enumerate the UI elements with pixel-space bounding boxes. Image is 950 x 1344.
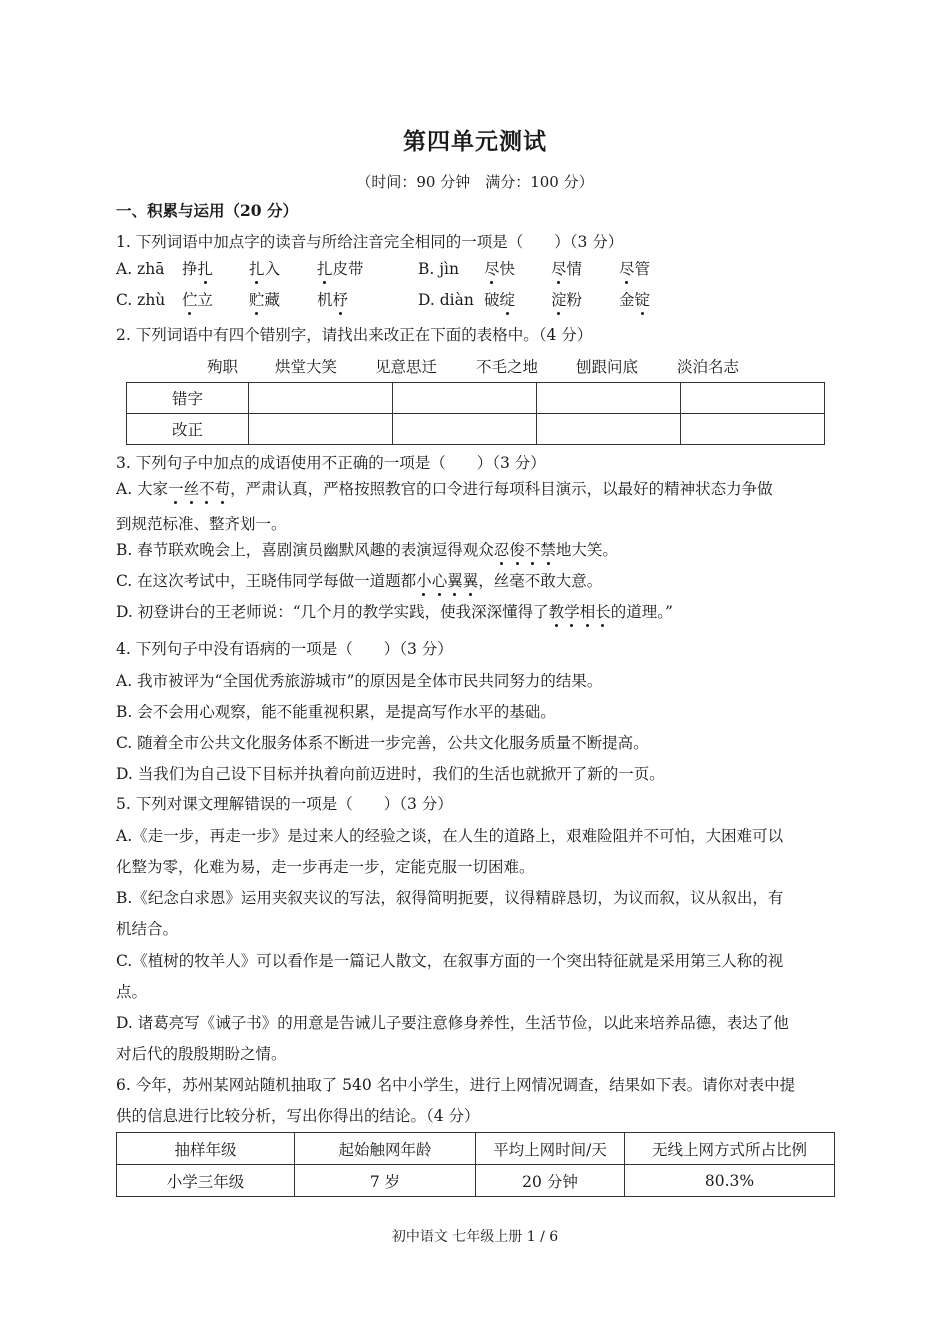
- emphasis-char: 小: [416, 572, 432, 590]
- q3-option-a-cont: 到规范标准、整齐划一。: [116, 515, 287, 533]
- column-header: 平均上网时间/天: [476, 1133, 625, 1165]
- q1-a-word1: 挣扎: [182, 260, 214, 278]
- q2-word: 殉职: [207, 358, 239, 376]
- emphasis-char: 丝: [183, 480, 200, 498]
- q1-b-word2: 尽情: [551, 260, 583, 278]
- table-cell: 7 岁: [295, 1165, 476, 1197]
- q1-c-word1: 伫立: [182, 291, 214, 309]
- emphasized-idiom: [168, 479, 230, 499]
- q5-option-c-cont: 点。: [116, 983, 148, 1001]
- table-row: [127, 414, 825, 445]
- q2-word: 见意思迁: [375, 358, 438, 376]
- q3-option-c: C. 在这次考试中，王晓伟同学每做一道题都小心翼翼，丝毫不敢大意。: [116, 572, 603, 590]
- q5-stem: 5. 下列对课文理解错误的一项是（ ）（3 分）: [116, 795, 453, 813]
- emphasis-char: 淀: [551, 291, 567, 309]
- answer-cell[interactable]: [681, 414, 825, 445]
- emphasis-char: 翼: [462, 572, 479, 590]
- q5-option-c: C.《植树的牧羊人》可以看作是一篇记人散文，在叙事方面的一个突出特征就是采用第三人称的视: [116, 952, 784, 970]
- emphasis-char: 锭: [634, 291, 651, 309]
- q4-option-d: D. 当我们为自己设下目标并执着向前迈进时，我们的生活也就掀开了新的一页。: [116, 765, 665, 783]
- q3-option-d: D. 初登讲台的王老师说：“几个月的教学实践，使我深深懂得了教学相长的道理。”: [116, 603, 673, 621]
- q1-c-label: C. zhù: [116, 291, 166, 309]
- q1-b-word1: 尽快: [484, 260, 516, 278]
- emphasis-char: 学: [564, 603, 580, 621]
- table-row: [127, 383, 825, 414]
- column-header: 无线上网方式所占比例: [625, 1133, 835, 1165]
- q2-word: 淡泊名志: [677, 358, 740, 376]
- q1-d-word3: 金锭: [619, 291, 651, 309]
- q4-stem: 4. 下列句子中没有语病的一项是（ ）（3 分）: [116, 640, 453, 658]
- q1-b-label: B. jìn: [418, 260, 459, 278]
- page-subtitle: （时间：90 分钟 满分：100 分）: [356, 173, 594, 191]
- column-header: 起始触网年龄: [295, 1133, 476, 1165]
- emphasis-char: 尽: [484, 260, 500, 278]
- page-title: 第四单元测试: [403, 128, 547, 155]
- q2-word: 烘堂大笑: [275, 358, 338, 376]
- emphasis-char: 尽: [551, 260, 567, 278]
- q3-stem: 3. 下列句子中加点的成语使用不正确的一项是（ ）（3 分）: [116, 454, 546, 472]
- q5-option-a-cont: 化整为零，化难为易，走一步再走一步，定能克服一切困难。: [116, 858, 535, 876]
- q1-a-word3: 扎皮带: [317, 260, 364, 278]
- q1-d-word2: 淀粉: [551, 291, 583, 309]
- emphasis-char: 杼: [332, 291, 349, 309]
- q1-d-label: D. diàn: [418, 291, 474, 309]
- page-footer: 初中语文 七年级上册 1 / 6: [391, 1229, 559, 1245]
- answer-cell[interactable]: [681, 383, 825, 414]
- q1-a-label: A. zhā: [116, 260, 165, 278]
- table-header-row: [117, 1133, 835, 1165]
- q3-option-a: A. 大家一丝不苟，严肃认真，严格按照教官的口令进行每项科目演示，以最好的精神状态力争做: [116, 480, 773, 498]
- q4-option-b: B. 会不会用心观察，能不能重视积累，是提高写作水平的基础。: [116, 703, 556, 721]
- q2-stem: 2. 下列词语中有四个错别字，请找出来改正在下面的表格中。（4 分）: [116, 326, 593, 344]
- q4-option-c: C. 随着全市公共文化服务体系不断进一步完善，公共文化服务质量不断提高。: [116, 734, 649, 752]
- emphasis-char: 伫: [182, 291, 198, 309]
- emphasized-idiom: [549, 602, 611, 622]
- emphasized-idiom: [416, 571, 478, 591]
- table-cell: 80.3%: [625, 1165, 835, 1197]
- emphasis-char: 扎: [197, 260, 214, 278]
- q5-option-d-cont: 对后代的殷殷期盼之情。: [116, 1045, 287, 1063]
- q6-stem: 6. 今年，苏州某网站随机抽取了 540 名中小学生，进行上网情况调查，结果如下表。请你对表中提: [116, 1076, 796, 1094]
- emphasis-char: 忍: [493, 541, 510, 559]
- column-header: 抽样年级: [117, 1133, 295, 1165]
- answer-cell[interactable]: [393, 414, 537, 445]
- emphasis-char: 长: [595, 603, 611, 621]
- emphasis-char: 扎: [249, 260, 265, 278]
- q1-stem: 1. 下列词语中加点字的读音与所给注音完全相同的一项是（ ）（3 分）: [116, 233, 624, 251]
- emphasis-char: 不: [199, 480, 215, 498]
- emphasis-char: 翼: [447, 572, 463, 590]
- emphasis-char: 绽: [499, 291, 516, 309]
- answer-cell[interactable]: [393, 383, 537, 414]
- q1-c-word2: 贮藏: [249, 291, 281, 309]
- q5-option-a: A.《走一步，再走一步》是过来人的经验之谈，在人生的道路上，艰难险阻并不可怕，大困难可以: [116, 827, 784, 845]
- q4-option-a: A. 我市被评为“全国优秀旅游城市”的原因是全体市民共同努力的结果。: [116, 672, 603, 690]
- section-title: 一、积累与运用（20 分）: [116, 201, 298, 220]
- emphasis-char: 尽: [619, 260, 635, 278]
- survey-table: [116, 1132, 835, 1197]
- answer-cell[interactable]: [537, 383, 681, 414]
- table-cell: 小学三年级: [117, 1165, 295, 1197]
- q1-a-word2: 扎入: [249, 260, 281, 278]
- correction-table: [126, 382, 825, 445]
- q3-option-b: B. 春节联欢晚会上，喜剧演员幽默风趣的表演逗得观众忍俊不禁地大笑。: [116, 541, 618, 559]
- q6-stem-cont: 供的信息进行比较分析，写出你得出的结论。（4 分）: [116, 1107, 480, 1125]
- row-header-correct: 改正: [127, 414, 249, 445]
- emphasis-char: 苟: [214, 480, 231, 498]
- q1-d-word1: 破绽: [484, 291, 516, 309]
- q2-word: 刨跟问底: [576, 358, 639, 376]
- answer-cell[interactable]: [249, 383, 393, 414]
- emphasis-char: 教: [548, 603, 565, 621]
- q5-option-d: D. 诸葛亮写《诫子书》的用意是告诫儿子要注意修身养性，生活节俭，以此来培养品德，表达了他: [116, 1014, 789, 1032]
- q1-c-word3: 机杼: [317, 291, 349, 309]
- emphasis-char: 禁: [540, 541, 556, 559]
- row-header-wrong: 错字: [127, 383, 249, 414]
- emphasis-char: 不: [524, 541, 541, 559]
- table-cell: 20 分钟: [476, 1165, 625, 1197]
- q5-option-b-cont: 机结合。: [116, 920, 179, 938]
- answer-cell[interactable]: [537, 414, 681, 445]
- answer-cell[interactable]: [249, 414, 393, 445]
- q5-option-b: B.《纪念白求恩》运用夹叙夹议的写法，叙得简明扼要，议得精辟恳切，为议而叙，议从叙出，有: [116, 889, 784, 907]
- emphasis-char: 俊: [509, 541, 525, 559]
- emphasis-char: 扎: [317, 260, 333, 278]
- emphasis-char: 相: [579, 603, 596, 621]
- emphasis-char: 心: [431, 572, 448, 590]
- table-row: [117, 1165, 835, 1197]
- emphasis-char: 一: [168, 480, 184, 498]
- emphasis-char: 贮: [249, 291, 265, 309]
- q1-b-word3: 尽管: [619, 260, 651, 278]
- q2-word: 不毛之地: [476, 358, 539, 376]
- emphasized-idiom: [494, 540, 556, 560]
